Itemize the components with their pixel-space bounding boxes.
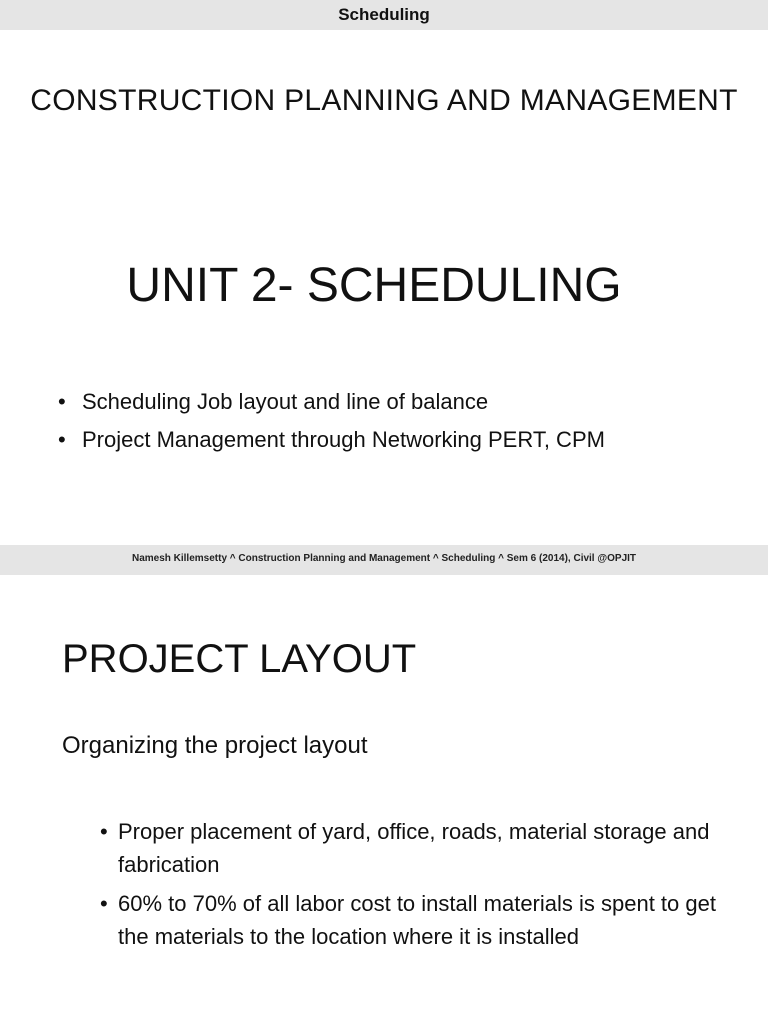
bullet-item: • Project Management through Networking PERT, CPM	[58, 424, 605, 462]
slide-1-header: Scheduling	[0, 0, 768, 30]
slide-1-bullet-list	[58, 386, 605, 462]
section-subtitle: Organizing the project layout	[62, 732, 368, 759]
bullet-item: • Scheduling Job layout and line of balance	[58, 386, 605, 424]
bullet-item: • Proper placement of yard, office, roads, material storage and fabrication	[100, 815, 730, 881]
course-title: CONSTRUCTION PLANNING AND MANAGEMENT	[30, 84, 738, 117]
unit-title: UNIT 2- SCHEDULING	[126, 259, 622, 312]
section-title: PROJECT LAYOUT	[62, 637, 417, 681]
slide-2-bullet-list	[100, 815, 730, 959]
bullet-item: • 60% to 70% of all labor cost to install materials is spent to get the materials to the location where it is installed	[100, 887, 730, 953]
slide-1-footer: Namesh Killemsetty ^ Construction Planning and Management ^ Scheduling ^ Sem 6 (2014), Civil @OPJIT	[131, 553, 637, 564]
